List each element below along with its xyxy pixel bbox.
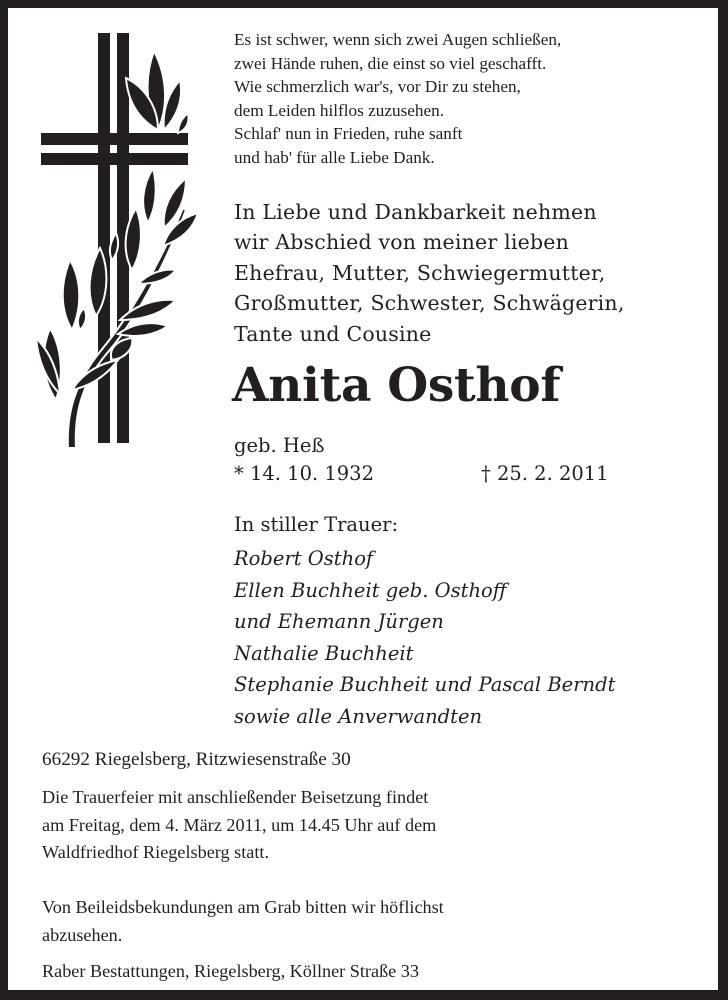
mourner: Stephanie Buchheit und Pascal Berndt [234,673,616,697]
cross-with-olive-branch-icon [8,8,208,468]
poem-line: zwei Hände ruhen, die einst so viel geschafft. [234,53,547,73]
ceremony-line: am Freitag, dem 4. März 2011, um 14.45 Uhr auf dem [42,814,437,835]
intro-line: Tante und Cousine [234,321,432,346]
poem-line: dem Leiden hilflos zuzusehen. [234,100,445,120]
mourner: Ellen Buchheit geb. Osthoff [234,578,507,602]
intro-line: Großmutter, Schwester, Schwägerin, [234,291,625,316]
mourner: Robert Osthof [234,547,374,570]
obituary-notice [8,8,718,990]
family-address: 66292 Riegelsberg, Ritzwiesenstraße 30 [42,749,351,770]
maiden-name: geb. Heß [234,434,325,457]
poem-line: Es ist schwer, wenn sich zwei Augen schließen, [234,30,562,49]
ceremony-info [42,784,436,867]
birth-date: * 14. 10. 1932 [234,462,374,485]
condolence-line: abzusehen. [42,924,123,945]
poem-line: Wie schmerzlich war's, vor Dir zu stehen, [234,77,521,97]
poem [234,28,561,170]
farewell-intro [234,197,625,349]
condolence-line: Von Beileidsbekundungen am Grab bitten wir höflichst [42,897,444,917]
deceased-name: Anita Osthof [232,358,561,413]
death-date: † 25. 2. 2011 [481,462,609,485]
ceremony-line: Die Trauerfeier mit anschließender Beisetzung findet [42,787,429,807]
mourner: Nathalie Buchheit [234,641,414,665]
intro-line: wir Abschied von meiner lieben [234,230,570,255]
mourners-list [234,543,615,733]
life-dates [234,460,609,488]
undertaker: Raber Bestattungen, Riegelsberg, Köllner Straße 33 [42,961,419,981]
mourners-label: In stiller Trauer: [234,513,399,536]
intro-line: In Liebe und Dankbarkeit nehmen [234,200,597,224]
condolence-note [42,894,444,949]
poem-line: und hab' für alle Liebe Dank. [234,147,435,167]
mourner: und Ehemann Jürgen [234,610,444,634]
poem-line: Schlaf' nun in Frieden, ruhe sanft [234,124,463,144]
ceremony-line: Waldfriedhof Riegelsberg statt. [42,842,269,863]
intro-line: Ehefrau, Mutter, Schwiegermutter, [234,260,606,285]
mourner: sowie alle Anverwandten [234,704,483,728]
